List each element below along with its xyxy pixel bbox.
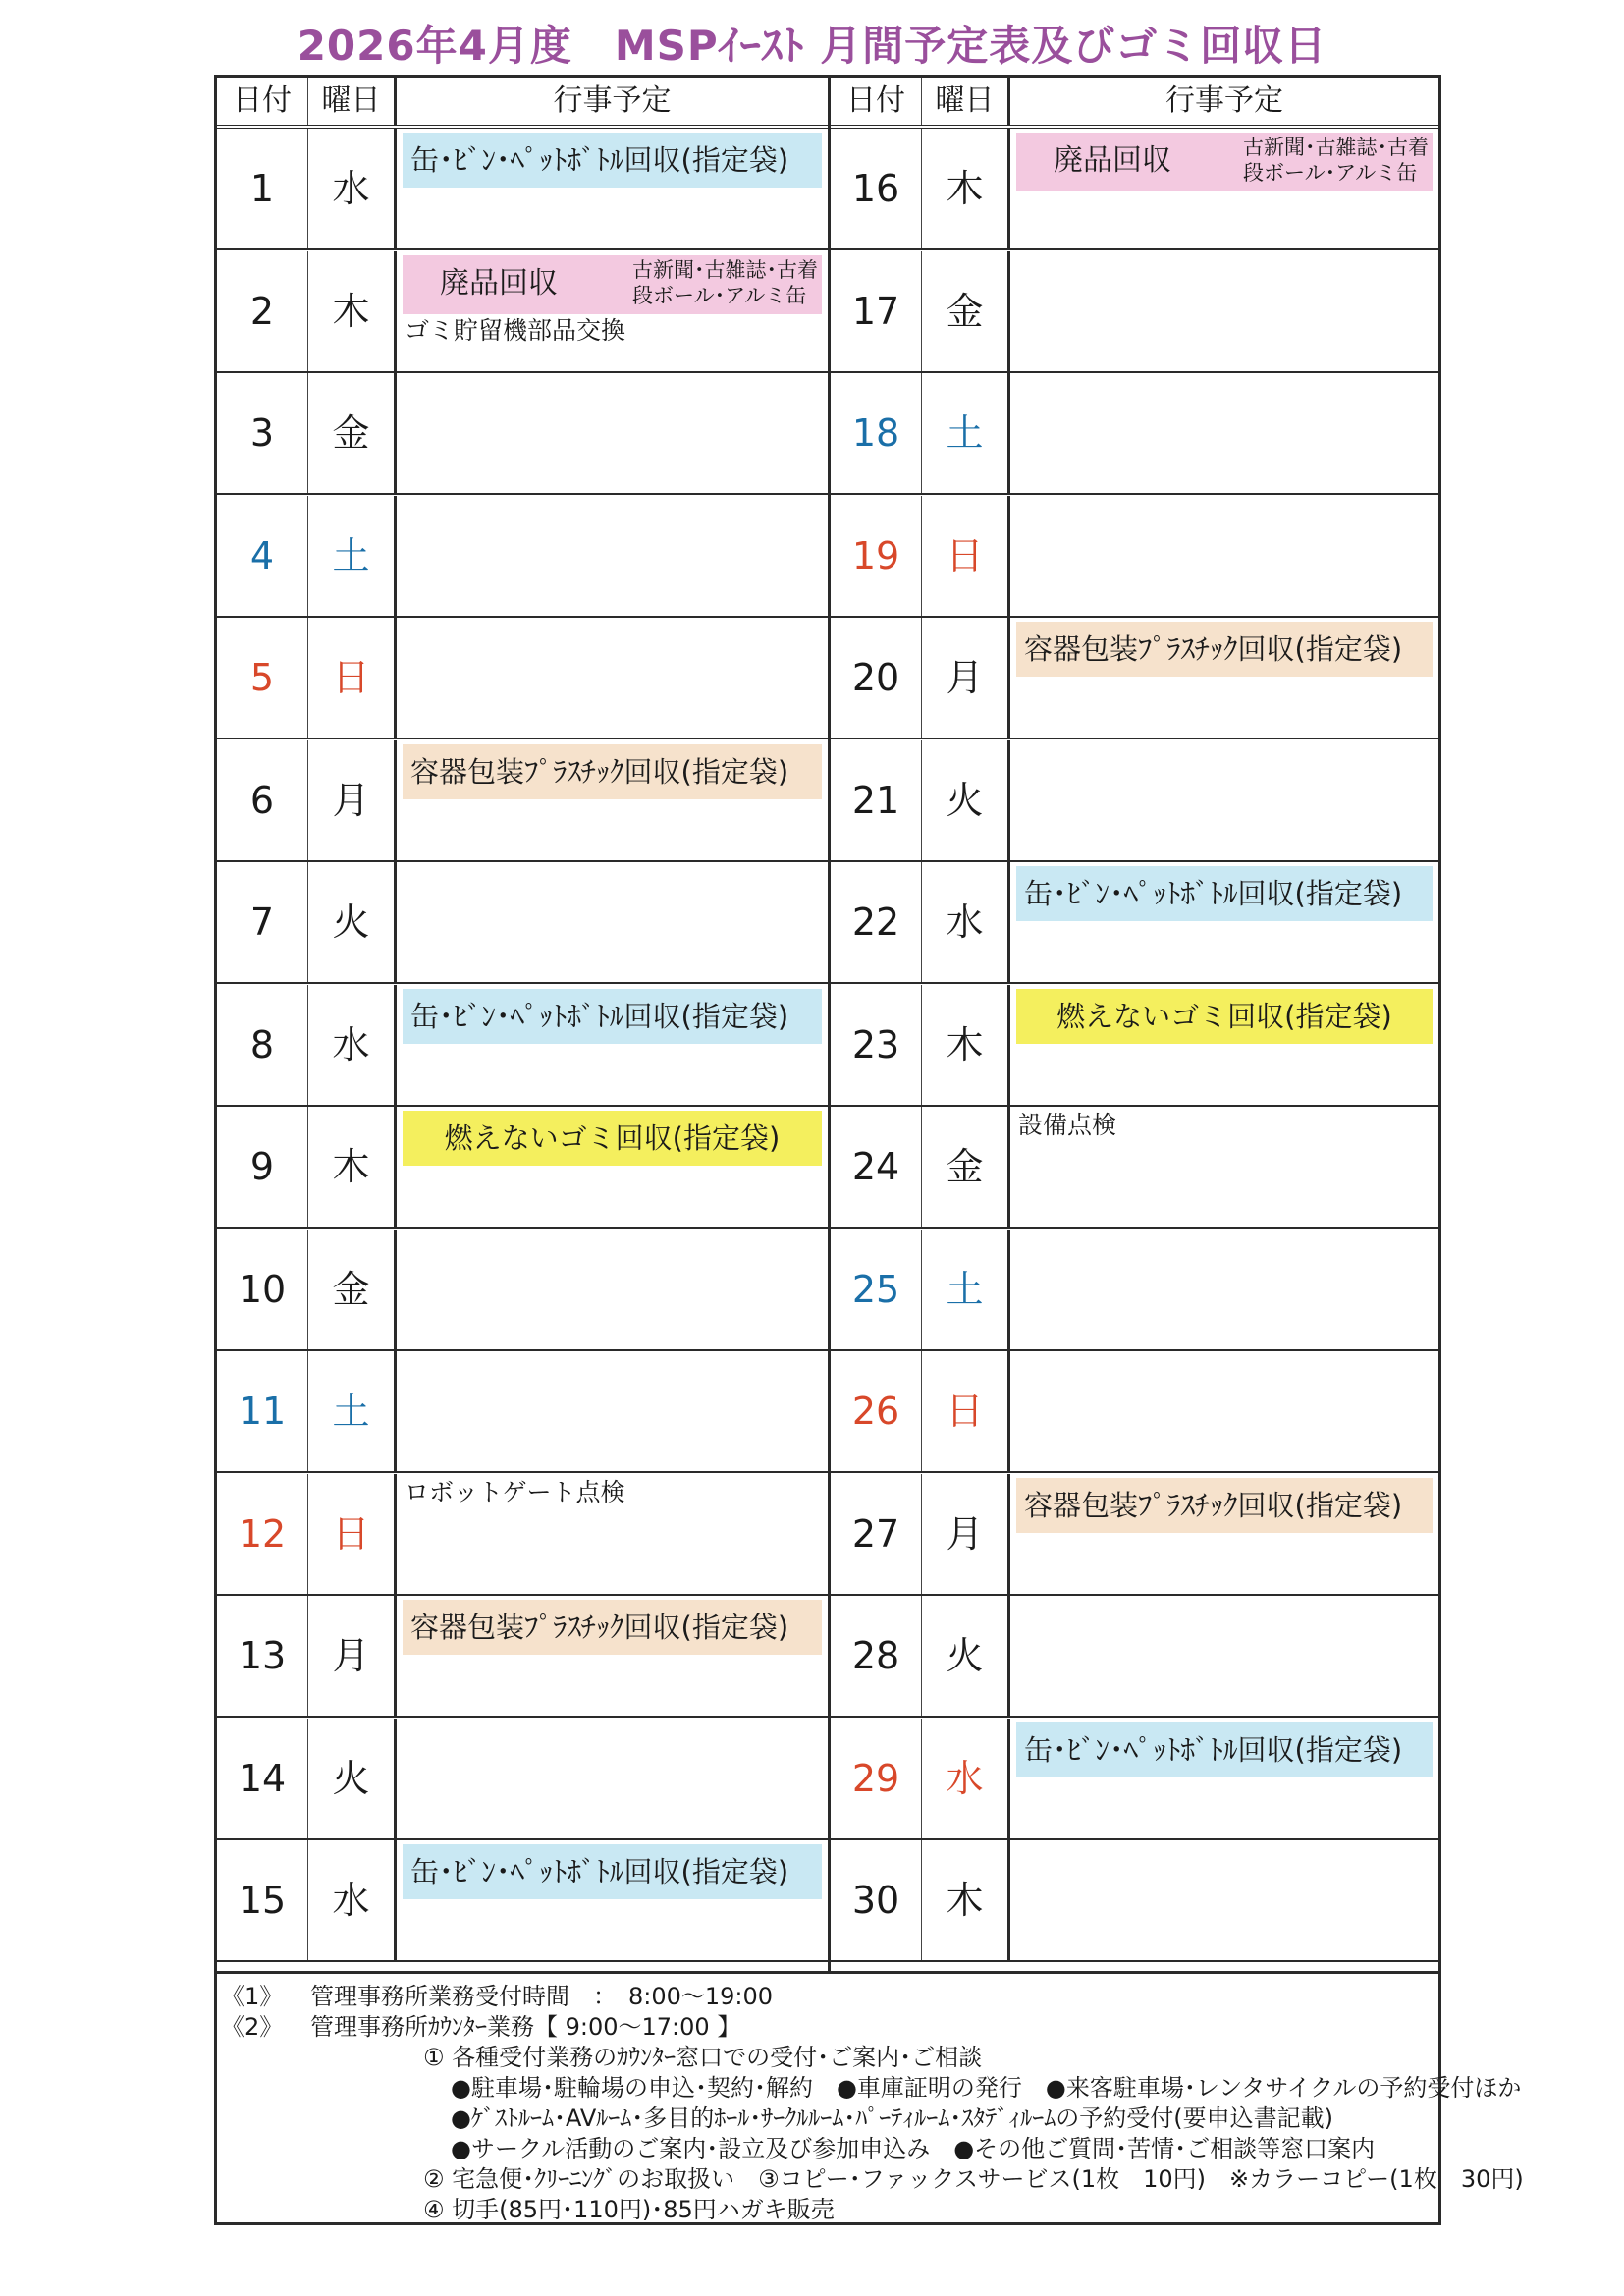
events-cell [1010,1474,1438,1594]
day-number: 14 [217,1719,308,1838]
haihin-label: 廃品回収 [440,265,558,301]
haihin-items [632,257,818,308]
day-row [831,618,1438,739]
day-number: 26 [831,1351,922,1471]
counter-hours: 管理事務所ｶｳﾝﾀｰ業務【 9:00～17:00 】 [310,2013,741,2041]
haihin-item-line: 段ボール･アルミ缶 [632,283,807,307]
day-number: 5 [217,618,308,738]
footer-line [217,2134,1438,2164]
can-bottle-collection-badge: 缶･ﾋﾞﾝ･ﾍﾟｯﾄﾎﾞﾄﾙ回収(指定袋) [1016,866,1433,921]
haihin-collection-badge [1016,133,1433,191]
day-row [831,251,1438,373]
day-number: 25 [831,1230,922,1349]
events-cell [397,251,828,371]
header-row [217,78,828,129]
header-date: 日付 [831,78,922,125]
day-number: 1 [217,129,308,248]
events-cell [1010,1596,1438,1716]
weekday: 水 [308,129,397,248]
weekday: 月 [922,1474,1010,1594]
calendar-right-half [831,78,1438,1971]
service-item: ●サークル活動のご案内･設立及び参加申込み ●その他ご質問･苦情･ご相談等窓口案内 [451,2135,1376,2162]
weekday: 火 [308,1719,397,1838]
day-number: 24 [831,1107,922,1227]
day-row [831,496,1438,618]
haihin-item-line: 古新聞･古雑誌･古着 [632,257,818,282]
day-row [217,129,828,250]
header-events: 行事予定 [1165,83,1283,118]
haihin-items [1243,135,1429,186]
service-item: ② 宅急便･ｸﾘｰﾆﾝｸﾞのお取扱い ③コピー･ファックスサービス(1枚 10円) ※カラーコピー(1枚 30円) [423,2165,1524,2193]
day-number: 12 [217,1474,308,1594]
day-row [831,985,1438,1107]
events-cell [1010,1351,1438,1471]
can-bottle-collection-badge: 缶･ﾋﾞﾝ･ﾍﾟｯﾄﾎﾞﾄﾙ回収(指定袋) [403,1844,822,1899]
day-number: 9 [217,1107,308,1227]
plastic-collection-badge: 容器包装ﾌﾟﾗｽﾁｯｸ回収(指定袋) [1016,622,1433,677]
weekday: 金 [922,1107,1010,1227]
day-number: 22 [831,862,922,982]
calendar-table [214,75,1441,1974]
day-number: 15 [217,1840,308,1960]
reception-hours: 管理事務所業務受付時間 ： 8:00～19:00 [310,1983,774,2010]
day-row [217,1107,828,1229]
service-item: ●ｹﾞｽﾄﾙｰﾑ･AVﾙｰﾑ･多目的ﾎｰﾙ･ｻｰｸﾙﾙｰﾑ･ﾊﾟｰﾃｨﾙｰﾑ･ｽﾀﾃﾞｨﾙｰﾑの予約受付(要申込書記載) [451,2105,1333,2132]
weekday: 水 [308,985,397,1105]
day-number: 21 [831,740,922,860]
footer-line [217,2073,1522,2104]
weekday: 火 [308,862,397,982]
weekday: 日 [308,1474,397,1594]
events-cell [1010,373,1438,493]
day-row [831,1351,1438,1473]
events-cell [397,1719,828,1838]
day-number: 23 [831,985,922,1105]
footer-line [217,2012,1438,2043]
day-row [217,862,828,984]
nonburnable-collection-badge: 燃えないゴミ回収(指定袋) [403,1111,822,1166]
day-number: 6 [217,740,308,860]
weekday: 日 [922,496,1010,616]
day-number: 16 [831,129,922,248]
page-title: 2026年4月度 MSPｲｰｽﾄ 月間予定表及びゴミ回収日 [297,22,1327,70]
day-row [217,1719,828,1840]
weekday: 火 [922,1596,1010,1716]
weekday: 金 [922,251,1010,371]
events-cell [1010,1719,1438,1838]
plastic-collection-badge: 容器包装ﾌﾟﾗｽﾁｯｸ回収(指定袋) [403,744,822,799]
haihin-collection-badge [403,255,822,314]
day-number: 29 [831,1719,922,1838]
weekday: 日 [922,1351,1010,1471]
events-cell [397,1840,828,1960]
events-cell [397,740,828,860]
day-row [217,1351,828,1473]
day-number: 2 [217,251,308,371]
day-row [217,618,828,739]
weekday: 土 [308,496,397,616]
haihin-item-line: 段ボール･アルミ缶 [1243,161,1418,185]
day-number: 20 [831,618,922,738]
events-cell [1010,618,1438,738]
events-cell [1010,129,1438,248]
day-row [831,129,1438,250]
weekday: 日 [308,618,397,738]
events-cell [397,862,828,982]
weekday: 月 [308,1596,397,1716]
day-number: 8 [217,985,308,1105]
footer-line [217,1982,1438,2012]
weekday: 木 [922,1840,1010,1960]
service-item: ●駐車場･駐輪場の申込･契約･解約 ●車庫証明の発行 ●来客駐車場･レンタサイクルの予約受付ほか [451,2074,1522,2102]
day-row [831,1474,1438,1596]
day-row [217,1596,828,1718]
events-cell [1010,985,1438,1105]
events-cell [397,1107,828,1227]
events-cell [397,129,828,248]
header-weekday: 曜日 [308,78,397,125]
events-cell [397,373,828,493]
event-note: ロボットゲート点検 [405,1477,625,1506]
day-number: 7 [217,862,308,982]
day-row [831,1596,1438,1718]
events-cell [1010,1107,1438,1227]
day-row [831,1840,1438,1962]
service-item: ① 各種受付業務のｶｳﾝﾀｰ窓口での受付･ご案内･ご相談 [423,2044,983,2071]
footer-line [217,2164,1524,2195]
weekday: 月 [922,618,1010,738]
day-row [217,740,828,862]
day-row [831,862,1438,984]
footer-line [217,2195,1438,2225]
event-note: ゴミ貯留機部品交換 [405,315,626,345]
day-number: 3 [217,373,308,493]
events-cell [397,985,828,1105]
weekday: 火 [922,740,1010,860]
plastic-collection-badge: 容器包装ﾌﾟﾗｽﾁｯｸ回収(指定袋) [1016,1478,1433,1533]
day-number: 19 [831,496,922,616]
footer-notes [214,1974,1524,2225]
plastic-collection-badge: 容器包装ﾌﾟﾗｽﾁｯｸ回収(指定袋) [403,1600,822,1655]
events-cell [397,1351,828,1471]
footer-mark: 《1》 [221,1983,284,2010]
day-row [217,251,828,373]
can-bottle-collection-badge: 缶･ﾋﾞﾝ･ﾍﾟｯﾄﾎﾞﾄﾙ回収(指定袋) [1016,1722,1433,1777]
calendar-left-half [217,78,831,1971]
header-weekday: 曜日 [922,78,1010,125]
day-number: 13 [217,1596,308,1716]
events-cell [1010,251,1438,371]
events-cell [1010,740,1438,860]
day-number: 18 [831,373,922,493]
day-row [831,1719,1438,1840]
events-cell [1010,1230,1438,1349]
day-row [217,1840,828,1962]
can-bottle-collection-badge: 缶･ﾋﾞﾝ･ﾍﾟｯﾄﾎﾞﾄﾙ回収(指定袋) [403,989,822,1044]
haihin-label: 廃品回収 [1054,143,1171,178]
weekday: 水 [308,1840,397,1960]
day-number: 10 [217,1230,308,1349]
weekday: 水 [922,862,1010,982]
day-row [831,740,1438,862]
weekday: 木 [922,985,1010,1105]
weekday: 木 [308,251,397,371]
day-row [831,1230,1438,1351]
day-number: 27 [831,1474,922,1594]
events-cell [1010,496,1438,616]
haihin-item-line: 古新聞･古雑誌･古着 [1243,136,1429,159]
footer-line [217,2104,1438,2134]
weekday: 土 [308,1351,397,1471]
event-note: 設備点検 [1018,1111,1117,1139]
events-cell [397,1230,828,1349]
weekday: 金 [308,1230,397,1349]
day-number: 11 [217,1351,308,1471]
day-row [217,496,828,618]
footer-mark: 《2》 [221,2013,284,2041]
events-cell [397,1596,828,1716]
day-row [217,1474,828,1596]
day-row [217,373,828,495]
events-cell [397,1474,828,1594]
service-item: ④ 切手(85円･110円)･85円ハガキ販売 [423,2196,835,2223]
events-cell [397,496,828,616]
weekday: 金 [308,373,397,493]
nonburnable-collection-badge: 燃えないゴミ回収(指定袋) [1016,989,1433,1044]
day-number: 17 [831,251,922,371]
day-row [217,985,828,1107]
can-bottle-collection-badge: 缶･ﾋﾞﾝ･ﾍﾟｯﾄﾎﾞﾄﾙ回収(指定袋) [403,133,822,188]
events-cell [1010,1840,1438,1960]
day-number: 28 [831,1596,922,1716]
header-row [831,78,1438,129]
weekday: 木 [922,129,1010,248]
weekday: 土 [922,373,1010,493]
day-row [217,1230,828,1351]
weekday: 月 [308,740,397,860]
header-date: 日付 [217,78,308,125]
events-cell [397,618,828,738]
day-number: 30 [831,1840,922,1960]
weekday: 水 [922,1719,1010,1838]
header-events: 行事予定 [553,83,672,118]
weekday: 土 [922,1230,1010,1349]
events-cell [1010,862,1438,982]
footer-line [217,2043,1438,2073]
day-row [831,1107,1438,1229]
weekday: 木 [308,1107,397,1227]
day-number: 4 [217,496,308,616]
day-row [831,373,1438,495]
